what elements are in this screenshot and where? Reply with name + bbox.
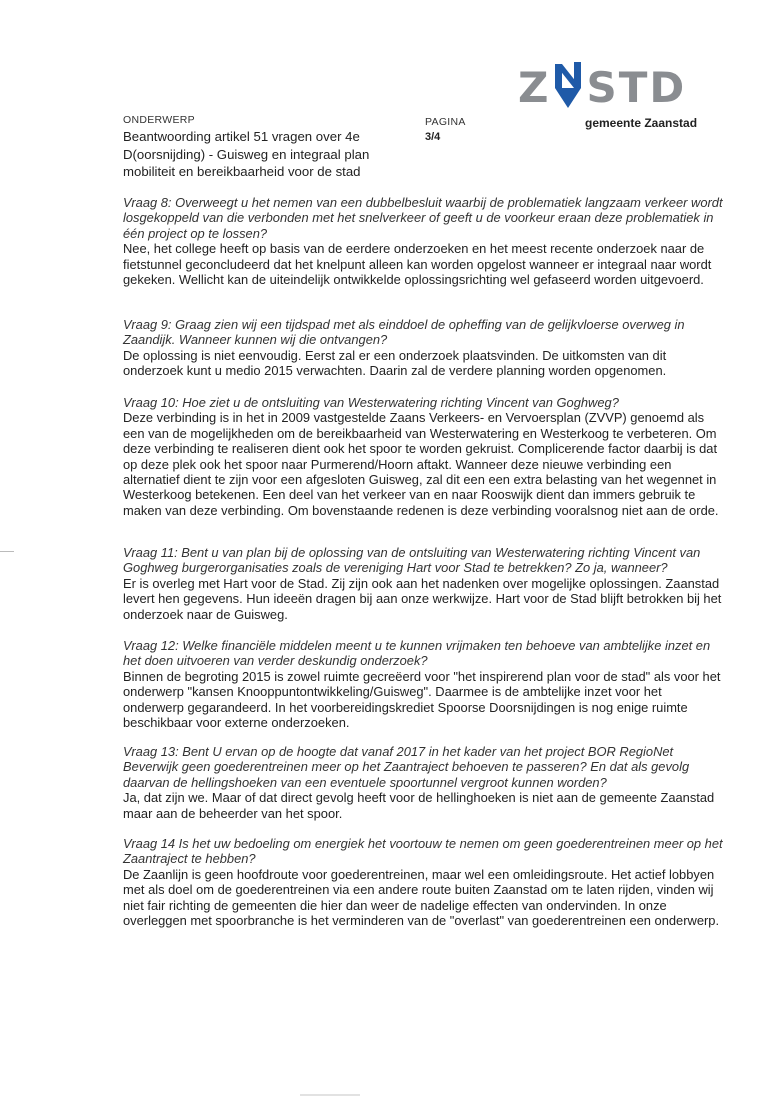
qa-item-8 — [123, 195, 723, 287]
zaanstad-logo — [518, 62, 687, 112]
question-text: Vraag 12: Welke financiële middelen meent u te kunnen vrijmaken ten behoeve van ambtelijke inzet en het doen uitvoeren van verder deskundig onderzoek? — [123, 638, 711, 669]
answer-text: Nee, het college heeft op basis van de eerdere onderzoeken en het meest recente onderzoek naar de fietstunnel geconcludeerd dat het knelpunt alleen kan worden opgelost wanneer er integraal naar wordt gekeken. Wellicht kan de uiteindelijk ontwikkelde oplossingsrichting wel gefaseerd worden uitgevoerd. — [123, 241, 712, 288]
answer-text: De oplossing is niet eenvoudig. Eerst zal er een onderzoek plaatsvinden. De uitkomsten van dit onderzoek kunt u medio 2015 verwachten. Daarin zal de verdere planning worden opgenomen. — [123, 347, 667, 379]
question-text: Vraag 14 Is het uw bedoeling om energiek het voortouw te nemen om geen goederentreinen meer op het Zaantraject te hebben? — [123, 836, 723, 867]
footer-scan-mark — [300, 1094, 360, 1096]
subject-label: ONDERWERP — [123, 114, 195, 126]
qa-item-13 — [123, 744, 723, 821]
answer-text: Binnen de begroting 2015 is zowel ruimte gecreëerd voor "het inspirerend plan voor de stad" als voor het onderwerp "kansen Knooppuntontwikkeling/Guisweg". Daarmee is de ambtelijke inzet voor het onderwerp gegarandeerd. In het voorbereidingskrediet Spoorse Doorsnijdingen is nog enige ruimte beschikbaar voor externe onderzoeken. — [123, 668, 721, 731]
logo-letters-right: STD — [586, 63, 687, 112]
subject-text: Beantwoording artikel 51 vragen over 4e D(oorsnijding) - Guisweg en integraal plan mobiliteit en bereikbaarheid voor de stad — [123, 129, 370, 179]
margin-tick-mark — [0, 551, 14, 552]
answer-text: Deze verbinding is in het in 2009 vastgestelde Zaans Verkeers- en Vervoersplan (ZVVP) genoemd als een van de mogelijkheden om de bereikbaarheid van Westerwatering en Westerkoog te verbeteren. Om deze verbinding te realiseren dient ook het spoor te worden gekruist. Complicerende factor daarbij is dat op deze plek ook het spoor naar Purmerend/Hoorn aftakt. Wanneer deze nieuwe verbinding een alternatief dient te zijn voor een afgesloten Guisweg, zal dit een een extra belasting van het wegennet in Westerkoog betekenen. Een deel van het verkeer van en naar Rooswijk dient dan immers gebruik te maken van deze verbinding. Om bovenstaande redenen is deze verbinding vooralsnog niet aan de orde. — [123, 410, 719, 518]
answer-text: Er is overleg met Hart voor de Stad. Zij zijn ook aan het nadenken over mogelijke oplossingen. Zaanstad levert hen gegevens. Hun ideeën dragen bij aan onze werkwijze. Hart voor de Stad blijft betrokken bij het onderzoek naar de Guisweg. — [123, 575, 722, 622]
question-text: Vraag 8: Overweegt u het nemen van een dubbelbesluit waarbij de problematiek langzaam verkeer wordt losgekoppeld van die verbonden met het snelverkeer of geeft u de voorkeur eraan deze problematiek in één project op te lossen? — [123, 195, 723, 241]
page-number: 3/4 — [425, 131, 441, 143]
answer-text: Ja, dat zijn we. Maar of dat direct gevolg heeft voor de hellinghoeken is niet aan de gemeente Zaanstad maar aan de beheerder van het spoor. — [123, 790, 715, 821]
logo-n-mark — [553, 62, 583, 108]
answer-text: De Zaanlijn is geen hoofdroute voor goederentreinen, maar wel een omleidingsroute. Het actief lobbyen met als doel om de goederentreinen via een andere route buiten Zaanstad om te laten rijden, vinden wij niet fair richting de gemeenten die hier dan weer de nadelige effecten van ondervinden. In onze overleggen met spoorbranche is het verminderen van de "overlast" van goederentreinen een onderwerp. — [123, 866, 720, 929]
question-text: Vraag 13: Bent U ervan op de hoogte dat vanaf 2017 in het kader van het project BOR RegioNet Beverwijk geen goederentreinen meer op het Zaantraject behoeven te passeren? En dat als gevolg daarvan de hellingshoeken van een eventuele spoortunnel vergroot kunnen worden? — [123, 744, 690, 790]
qa-item-14 — [123, 836, 723, 928]
qa-item-12 — [123, 638, 723, 730]
qa-item-11 — [123, 545, 723, 622]
logo-letters-left: Z — [518, 63, 551, 112]
page-label: PAGINA — [425, 116, 466, 128]
qa-item-9 — [123, 317, 723, 379]
question-text: Vraag 9: Graag zien wij een tijdspad met als einddoel de opheffing van de gelijkvloerse overweg in Zaandijk. Wanneer kunnen wij die ontvangen? — [123, 317, 685, 348]
qa-item-10 — [123, 395, 723, 518]
question-text: Vraag 11: Bent u van plan bij de oplossing van de ontsluiting van Westerwatering richting Vincent van Goghweg burgerorganisaties zoals de vereniging Hart voor Stad te betrekken? Zo ja, wanneer? — [123, 545, 701, 576]
question-text: Vraag 10: Hoe ziet u de ontsluiting van Westerwatering richting Vincent van Goghweg? — [123, 395, 619, 410]
municipality-name: gemeente Zaanstad — [585, 116, 698, 130]
